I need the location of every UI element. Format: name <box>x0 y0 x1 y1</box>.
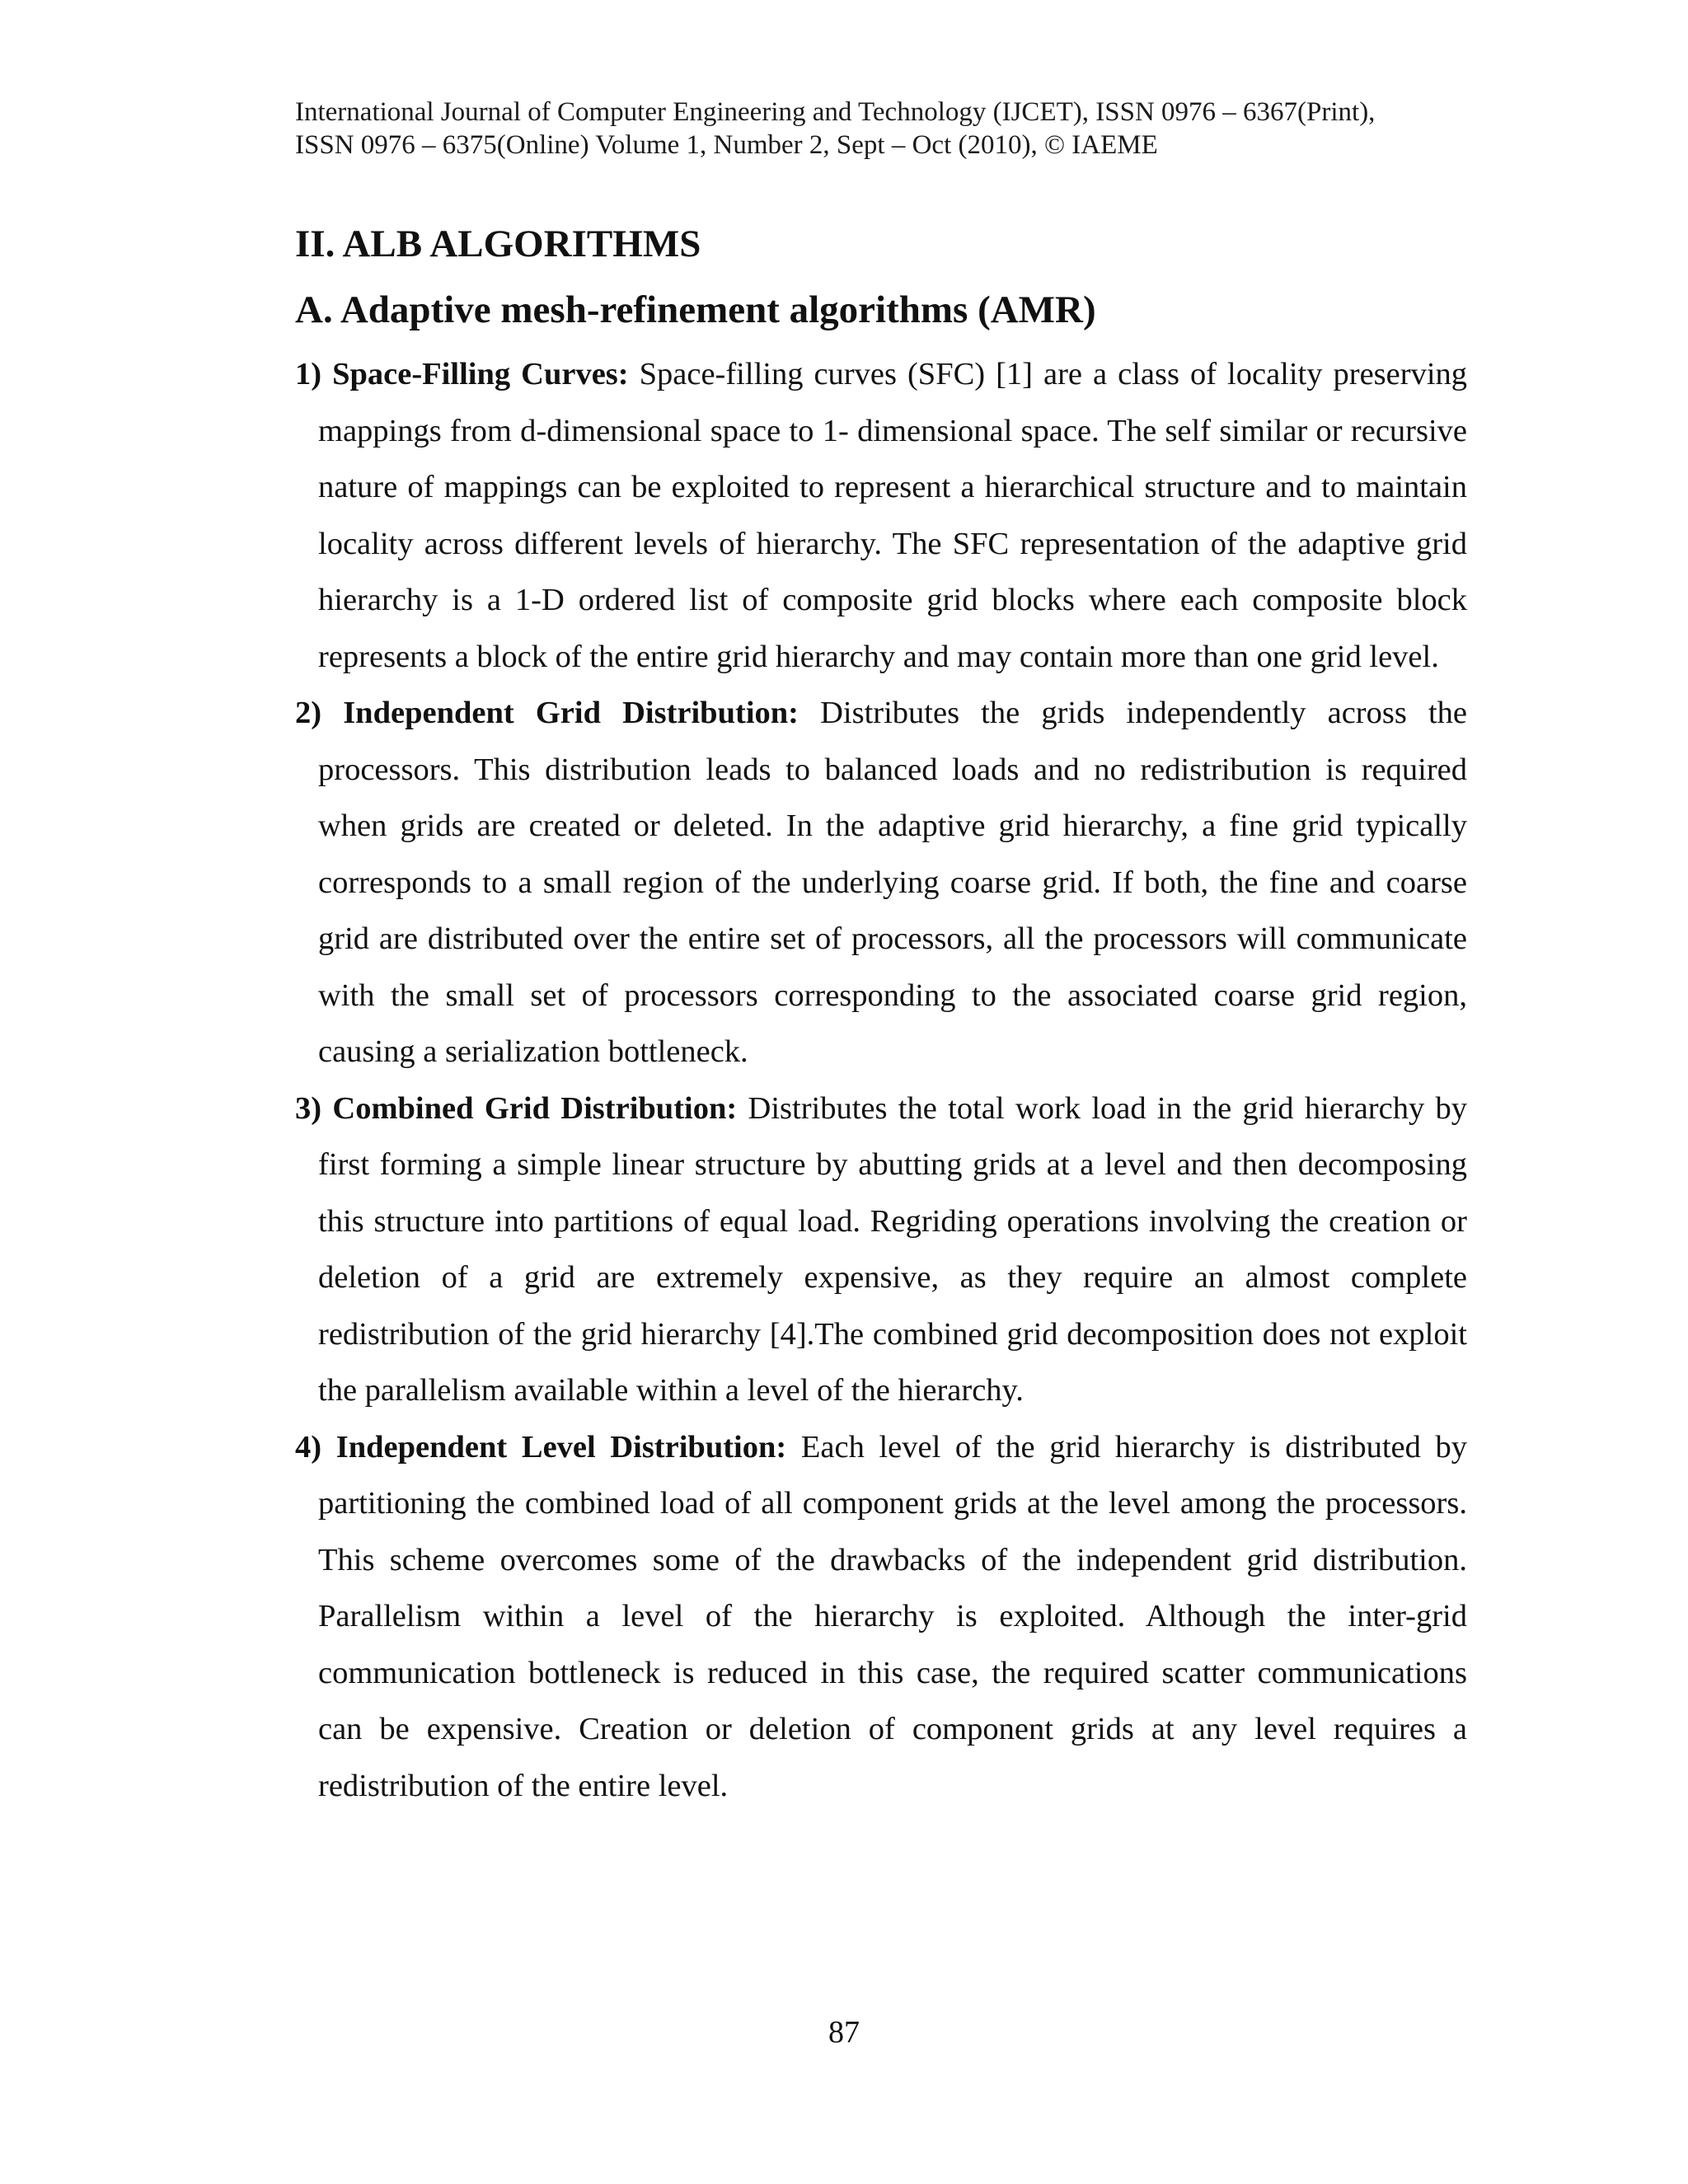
item-text: Distributes the grids independently across the processors. This distribution leads to balanced loads and no redistribution is required when grids are created or deleted. In the adaptive grid hierarchy, a fine grid typically corresponds to a small region of the underlying coarse grid. If both, the fine and coarse grid are distributed over the entire set of processors, all the processors will communicate with the small set of processors corresponding to the associated coarse grid region, causing a serialization bottleneck. <box>318 696 1467 1069</box>
item-title: Space-Filling Curves: <box>332 357 629 391</box>
list-item-independent-level-distribution <box>295 1419 1467 1815</box>
list-item-space-filling-curves <box>295 346 1467 685</box>
item-title: Combined Grid Distribution: <box>332 1090 738 1126</box>
running-header <box>295 96 1482 162</box>
page-number: 87 <box>828 2015 860 2050</box>
item-number: 1) <box>295 357 322 391</box>
list-item-independent-grid-distribution <box>295 685 1467 1080</box>
item-number: 4) <box>295 1429 322 1465</box>
algorithm-list <box>295 346 1467 1814</box>
item-title: Independent Level Distribution: <box>335 1429 787 1465</box>
item-text: Distributes the total work load in the grid hierarchy by first forming a simple linear structure by abutting grids at a level and then decomposing this structure into partitions of equal load. Regriding operations involving the creation or deletion of a grid are extremely expensive, as they require an almost complete redistribution of the grid hierarchy [4].The combined grid decomposition does not exploit the parallelism available within a level of the hierarchy. <box>318 1090 1468 1408</box>
item-title: Independent Grid Distribution: <box>343 696 799 730</box>
running-header-line-2: ISSN 0976 – 6375(Online) Volume 1, Number 2, Sept – Oct (2010), © IAEME <box>295 130 1158 160</box>
item-text: Space-filling curves (SFC) [1] are a class of locality preserving mappings from d-dimensional space to 1- dimensional space. The self similar or recursive nature of mappings can be exploited to represent a hierarchical structure and to maintain locality across different levels of hierarchy. The SFC representation of the adaptive grid hierarchy is a 1-D ordered list of composite grid blocks where each composite block represents a block of the entire grid hierarchy and may contain more than one grid level. <box>318 357 1468 674</box>
subsection-heading: A. Adaptive mesh-refinement algorithms (AMR) <box>295 288 1096 331</box>
item-number: 2) <box>295 696 322 730</box>
item-text: Each level of the grid hierarchy is distributed by partitioning the combined load of all component grids at the level among the processors. This scheme overcomes some of the drawbacks of the independent grid distribution. Parallelism within a level of the hierarchy is exploited. Although the inter-grid communication bottleneck is reduced in this case, the required scatter communications can be expensive. Creation or deletion of component grids at any level requires a redistribution of the entire level. <box>318 1429 1468 1803</box>
running-header-line-1: International Journal of Computer Engineering and Technology (IJCET), ISSN 0976 – 6367(Print), <box>295 97 1376 127</box>
section-heading: II. ALB ALGORITHMS <box>295 223 701 265</box>
list-item-combined-grid-distribution <box>295 1080 1467 1419</box>
item-number: 3) <box>295 1090 322 1126</box>
